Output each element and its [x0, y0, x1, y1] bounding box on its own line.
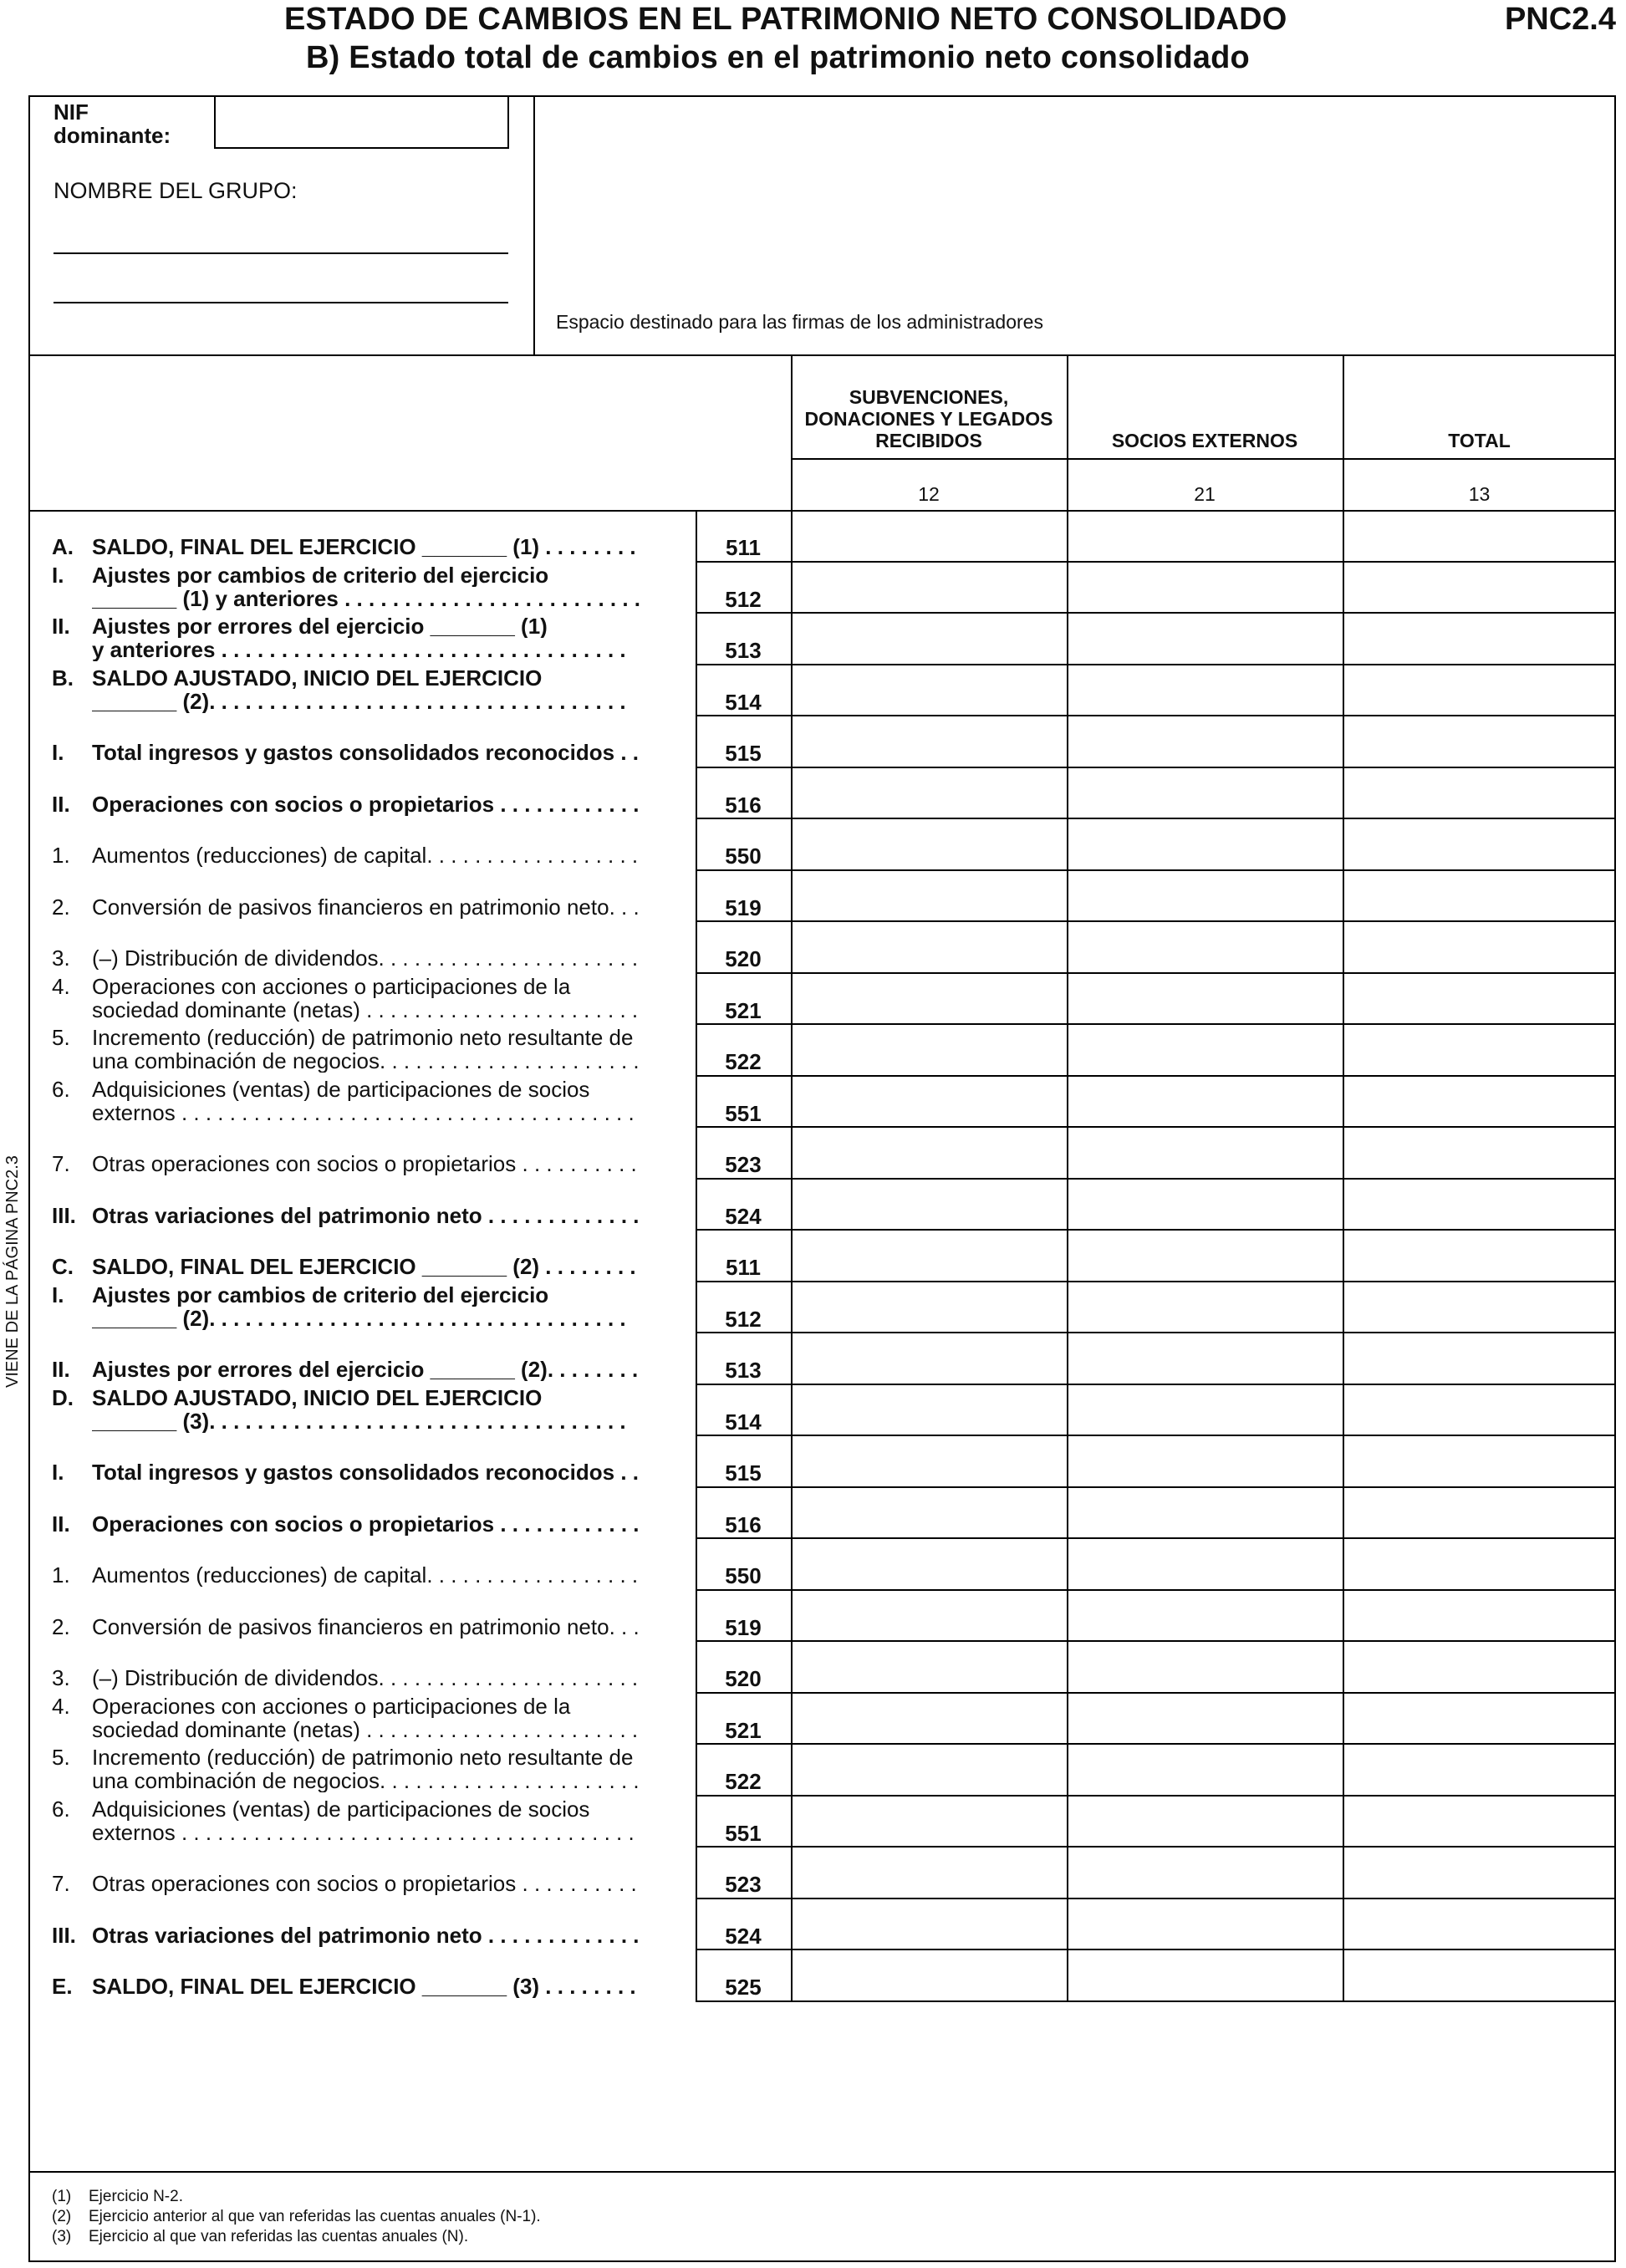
amount-cell[interactable]: [1067, 1641, 1343, 1694]
amount-cell[interactable]: [1067, 870, 1343, 923]
row-label: [52, 512, 670, 563]
amount-cell[interactable]: [1067, 1076, 1343, 1129]
amount-cell[interactable]: [1343, 1435, 1616, 1488]
column-heading-line: [1343, 386, 1616, 408]
code-cell-underline: [696, 1435, 791, 1436]
code-cell-underline: [696, 1229, 791, 1231]
row-label: [52, 1489, 670, 1541]
title-line-1: ESTADO DE CAMBIOS EN EL PATRIMONIO NETO CONSOLIDADO: [284, 2, 1287, 37]
row-label-line-2: sociedad dominante (netas) . . . . . . . . . . . . . . . . . . . . . . .: [92, 1717, 639, 1741]
amount-cell[interactable]: [1067, 1693, 1343, 1746]
row-label: [52, 820, 670, 872]
amount-cell[interactable]: [1067, 1590, 1343, 1643]
row-label: [52, 1129, 670, 1180]
row-number: 4.: [52, 973, 70, 999]
row-code: 513: [725, 638, 762, 663]
row-number: I.: [52, 1282, 64, 1307]
nif-label-line-2: dominante:: [54, 123, 171, 148]
row-label: [52, 1951, 670, 2003]
amount-cell[interactable]: [791, 1384, 1067, 1437]
amount-cell[interactable]: [1343, 1333, 1616, 1385]
amount-cell[interactable]: [1067, 973, 1343, 1026]
amount-cell[interactable]: [1343, 613, 1616, 665]
amount-cell[interactable]: [791, 716, 1067, 768]
row-label-line-2: una combinación de negocios. . . . . . . . . . . . . . . . . . . . . .: [92, 1049, 640, 1073]
row-code: 512: [725, 586, 762, 612]
row-label-line-2: Operaciones con socios o propietarios . . . . . . . . . . . .: [92, 1511, 640, 1536]
row-label-line-2: Conversión de pasivos financieros en patrimonio neto. . .: [92, 894, 640, 919]
row-code: 523: [725, 1152, 762, 1177]
row-number: D.: [52, 1384, 74, 1410]
amount-cell[interactable]: [1067, 1487, 1343, 1540]
row-label-line-2: sociedad dominante (netas) . . . . . . . . . . . . . . . . . . . . . . .: [92, 997, 639, 1022]
row-code: 551: [725, 1820, 762, 1846]
row-code: 519: [725, 1614, 762, 1640]
row-label-line-2: Aumentos (reducciones) de capital. . . . . . . . . . . . . . . . . .: [92, 843, 639, 867]
code-cell-underline: [696, 869, 791, 871]
code-cell-underline: [696, 972, 791, 974]
heading-separator: [1343, 354, 1344, 510]
row-number: III.: [52, 1202, 76, 1228]
heading-separator: [791, 354, 793, 510]
amount-cell[interactable]: [1343, 1949, 1616, 2002]
row-label-line-2: Otras operaciones con socios o propietarios . . . . . . . . . .: [92, 1152, 637, 1175]
row-label: [52, 666, 670, 718]
row-label-line-1: Incremento (reducción) de patrimonio neto resultante de: [92, 1026, 634, 1049]
row-label-line-1: Ajustes por cambios de criterio del ejercicio: [92, 563, 549, 587]
amount-cell[interactable]: [1343, 818, 1616, 871]
amount-cell[interactable]: [791, 973, 1067, 1026]
amount-cell[interactable]: [791, 767, 1067, 820]
row-label-line-2: SALDO, FINAL DEL EJERCICIO _______ (1) . . . . . . . .: [92, 535, 636, 558]
row-label: [52, 1283, 670, 1335]
amount-cell[interactable]: [791, 1590, 1067, 1643]
row-number: I.: [52, 740, 64, 765]
row-code: 514: [725, 1409, 762, 1435]
footnotes: [52, 2187, 541, 2247]
row-number: II.: [52, 1357, 70, 1382]
row-code: 513: [725, 1358, 762, 1383]
amount-cell[interactable]: [791, 1641, 1067, 1694]
row-number: 1.: [52, 1562, 70, 1588]
amount-cell[interactable]: [791, 1076, 1067, 1129]
amount-cell[interactable]: [1067, 767, 1343, 820]
column-heading-line: SOCIOS EXTERNOS: [1111, 430, 1298, 451]
side-note: VIENE DE LA PÁGINA PNC2.3: [3, 1155, 22, 1388]
amount-cell[interactable]: [1343, 1847, 1616, 1899]
row-code: 521: [725, 997, 762, 1023]
row-label-line-2: _______ (1) y anteriores . . . . . . . . . . . . . . . . . . . . . . . . .: [92, 586, 641, 610]
row-label-line-2: una combinación de negocios. . . . . . . . . . . . . . . . . . . . . .: [92, 1769, 640, 1792]
amount-cell[interactable]: [791, 1230, 1067, 1282]
column-heading-line: SUBVENCIONES,: [849, 386, 1009, 408]
row-label: [52, 1231, 670, 1283]
row-code: 520: [725, 1666, 762, 1691]
code-cell-underline: [696, 1126, 791, 1128]
row-number: 6.: [52, 1796, 70, 1822]
row-code: 550: [725, 843, 762, 869]
row-code: 524: [725, 1923, 762, 1949]
row-number: E.: [52, 1974, 73, 1999]
row-code: 519: [725, 894, 762, 920]
amount-cell[interactable]: [1067, 818, 1343, 871]
code-cell-underline: [696, 1846, 791, 1848]
amount-cell[interactable]: [1343, 562, 1616, 614]
row-number: A.: [52, 534, 74, 559]
form-code: PNC2.4: [1504, 2, 1616, 37]
amount-cell[interactable]: [1343, 1024, 1616, 1077]
code-cell-underline: [696, 767, 791, 768]
row-code: 515: [725, 1460, 762, 1486]
row-label-line-2: Otras variaciones del patrimonio neto . . . . . . . . . . . . .: [92, 1923, 640, 1947]
code-cell-underline: [696, 1589, 791, 1591]
column-heading-line: RECIBIDOS: [875, 430, 982, 451]
amount-cell[interactable]: [791, 1949, 1067, 2002]
amount-cell[interactable]: [791, 1796, 1067, 1848]
amount-cell[interactable]: [791, 921, 1067, 974]
amount-cell[interactable]: [1343, 1127, 1616, 1180]
row-number: 2.: [52, 894, 70, 920]
group-name-line-2[interactable]: [54, 302, 508, 303]
amount-cell[interactable]: [1343, 1076, 1616, 1129]
amount-cell[interactable]: [791, 1744, 1067, 1797]
amount-cell[interactable]: [791, 1487, 1067, 1540]
amount-cell[interactable]: [1343, 1384, 1616, 1437]
amount-cell[interactable]: [1067, 510, 1343, 563]
amount-cell[interactable]: [791, 1847, 1067, 1899]
code-cell-underline: [696, 561, 791, 563]
code-cell-underline: [696, 818, 791, 819]
amount-cell[interactable]: [791, 562, 1067, 614]
amount-cell[interactable]: [791, 1024, 1067, 1077]
row-label: [52, 1695, 670, 1746]
amount-cell[interactable]: [1067, 562, 1343, 614]
row-code: 514: [725, 689, 762, 715]
column-heading-3: [1343, 386, 1616, 451]
row-label-line-1: Operaciones con acciones o participaciones de la: [92, 974, 571, 998]
row-number: 6.: [52, 1076, 70, 1102]
amount-cell[interactable]: [1343, 665, 1616, 717]
row-label-line-1: Ajustes por errores del ejercicio _______ (1): [92, 614, 548, 638]
amount-cell[interactable]: [791, 1282, 1067, 1334]
column-code: 21: [1194, 483, 1216, 505]
row-label: [52, 1900, 670, 1952]
row-number: 2.: [52, 1613, 70, 1639]
amount-cell[interactable]: [791, 665, 1067, 717]
row-label: [52, 1848, 670, 1900]
row-label: [52, 1592, 670, 1644]
row-label: [52, 563, 670, 615]
amount-cell[interactable]: [1343, 973, 1616, 1026]
column-heading-line: [1067, 386, 1343, 408]
row-label-line-1: Ajustes por cambios de criterio del ejercicio: [92, 1282, 549, 1307]
row-label-line-2: externos . . . . . . . . . . . . . . . . . . . . . . . . . . . . . . . . . . . . . .: [92, 1820, 635, 1844]
amount-cell[interactable]: [791, 1127, 1067, 1180]
column-heading-1: [791, 386, 1067, 451]
row-number: II.: [52, 791, 70, 817]
amount-cell[interactable]: [1343, 1693, 1616, 1746]
amount-cell[interactable]: [1343, 870, 1616, 923]
column-heading-line: DONACIONES Y LEGADOS: [804, 408, 1053, 430]
row-label: [52, 1643, 670, 1695]
amount-cell[interactable]: [1343, 1744, 1616, 1797]
row-code: 516: [725, 1511, 762, 1537]
code-cell-underline: [696, 1949, 791, 1950]
footnote-1: (1) Ejercicio N-2.: [52, 2188, 183, 2205]
row-label-line-2: Total ingresos y gastos consolidados reconocidos . .: [92, 741, 639, 764]
row-label: [52, 1180, 670, 1232]
code-cell-underline: [696, 1075, 791, 1077]
code-cell-underline: [696, 664, 791, 665]
row-code: 522: [725, 1049, 762, 1074]
code-cell-underline: [696, 2000, 791, 2002]
column-heading-line: [1067, 408, 1343, 430]
amount-cell[interactable]: [1067, 1898, 1343, 1951]
code-cell-underline: [696, 1743, 791, 1745]
amount-cell[interactable]: [1067, 1333, 1343, 1385]
code-cell-underline: [696, 1178, 791, 1180]
row-label: [52, 1746, 670, 1797]
nif-label: [54, 100, 171, 147]
nif-label-line-1: NIF: [54, 99, 89, 125]
code-cell-underline: [696, 1640, 791, 1642]
row-number: 5.: [52, 1745, 70, 1770]
row-label: [52, 1386, 670, 1438]
table-column-rule: [1067, 510, 1068, 2001]
code-cell-underline: [696, 1332, 791, 1333]
amount-cell[interactable]: [1343, 921, 1616, 974]
row-label-line-2: Aumentos (reducciones) de capital. . . . . . . . . . . . . . . . . .: [92, 1563, 639, 1587]
amount-cell[interactable]: [1067, 1179, 1343, 1231]
row-code: 521: [725, 1717, 762, 1743]
amount-cell[interactable]: [1343, 1590, 1616, 1643]
row-label-line-2: Operaciones con socios o propietarios . . . . . . . . . . . .: [92, 792, 640, 816]
row-number: B.: [52, 665, 74, 691]
amount-cell[interactable]: [791, 510, 1067, 563]
row-label-line-1: Adquisiciones (ventas) de participaciones de socios: [92, 1797, 590, 1821]
row-label-line-2: SALDO, FINAL DEL EJERCICIO _______ (2) . . . . . . . .: [92, 1255, 636, 1278]
code-cell-underline: [696, 1795, 791, 1797]
row-label-line-2: _______ (3). . . . . . . . . . . . . . . . . . . . . . . . . . . . . . . . . . .: [92, 1409, 626, 1433]
table-column-rule: [1343, 510, 1344, 2001]
code-cell-underline: [696, 612, 791, 614]
row-number: II.: [52, 1511, 70, 1537]
code-cell-underline: [696, 920, 791, 922]
code-cell-underline: [696, 1023, 791, 1025]
amount-cell[interactable]: [1343, 1230, 1616, 1282]
row-number: III.: [52, 1922, 76, 1948]
amount-cell[interactable]: [791, 1435, 1067, 1488]
amount-cell[interactable]: [791, 818, 1067, 871]
code-cell-underline: [696, 1692, 791, 1694]
form-title: [284, 0, 1287, 77]
row-label-line-2: _______ (2). . . . . . . . . . . . . . . . . . . . . . . . . . . . . . . . . . .: [92, 689, 626, 713]
row-label: [52, 1078, 670, 1129]
row-label-line-2: Otras operaciones con socios o propietarios . . . . . . . . . .: [92, 1872, 637, 1895]
row-number: II.: [52, 614, 70, 639]
amount-cell[interactable]: [1067, 613, 1343, 665]
amount-cell[interactable]: [1343, 1179, 1616, 1231]
amount-cell[interactable]: [1067, 716, 1343, 768]
row-label-line-2: _______ (2). . . . . . . . . . . . . . . . . . . . . . . . . . . . . . . . . . .: [92, 1306, 626, 1330]
amount-cell[interactable]: [1067, 1435, 1343, 1488]
row-label-line-1: Operaciones con acciones o participaciones de la: [92, 1694, 571, 1718]
row-number: 4.: [52, 1693, 70, 1719]
amount-cell[interactable]: [1343, 1282, 1616, 1334]
row-label: [52, 717, 670, 769]
row-code: 516: [725, 792, 762, 818]
column-code: 12: [918, 483, 940, 505]
code-cell-underline: [696, 1486, 791, 1488]
row-label-line-2: Total ingresos y gastos consolidados reconocidos . .: [92, 1460, 639, 1484]
heading-underline: [791, 458, 1616, 460]
row-label: [52, 1540, 670, 1592]
amount-cell[interactable]: [1067, 1796, 1343, 1848]
row-code: 523: [725, 1872, 762, 1897]
amount-cell[interactable]: [791, 870, 1067, 923]
group-name-line-1[interactable]: [54, 252, 508, 254]
row-code: 551: [725, 1100, 762, 1126]
row-label-line-2: Conversión de pasivos financieros en patrimonio neto. . .: [92, 1614, 640, 1639]
row-label-line-1: SALDO AJUSTADO, INICIO DEL EJERCICIO: [92, 1385, 543, 1409]
heading-separator: [1067, 354, 1068, 510]
amount-cell[interactable]: [1067, 1538, 1343, 1591]
row-code: 520: [725, 946, 762, 971]
table-column-rule: [791, 510, 793, 2001]
row-label: [52, 872, 670, 924]
code-cell-underline: [696, 1537, 791, 1539]
row-code: 550: [725, 1563, 762, 1588]
amount-cell[interactable]: [791, 1898, 1067, 1951]
row-code: 511: [726, 535, 761, 560]
amount-cell[interactable]: [1067, 1949, 1343, 2002]
amount-cell[interactable]: [1343, 1796, 1616, 1848]
row-number: I.: [52, 562, 64, 588]
amount-cell[interactable]: [1067, 1384, 1343, 1437]
row-code: 524: [725, 1203, 762, 1229]
row-label-line-2: y anteriores . . . . . . . . . . . . . . . . . . . . . . . . . . . . . . . . . .: [92, 638, 626, 661]
amount-cell[interactable]: [1343, 1898, 1616, 1951]
row-label-line-1: Adquisiciones (ventas) de participaciones de socios: [92, 1077, 590, 1101]
row-label: [52, 1334, 670, 1386]
row-code: 512: [725, 1306, 762, 1332]
row-number: 5.: [52, 1025, 70, 1050]
amount-cell[interactable]: [1067, 665, 1343, 717]
column-code: 13: [1468, 483, 1491, 505]
table-column-rule: [696, 510, 697, 2001]
signatures-note: Espacio destinado para las firmas de los administradores: [556, 311, 1043, 333]
row-label-line-2: Otras variaciones del patrimonio neto . . . . . . . . . . . . .: [92, 1203, 640, 1227]
amount-cell[interactable]: [1067, 1127, 1343, 1180]
row-label-line-2: SALDO, FINAL DEL EJERCICIO _______ (3) . . . . . . . .: [92, 1975, 636, 1998]
amount-cell[interactable]: [791, 1693, 1067, 1746]
column-heading-line: TOTAL: [1448, 430, 1511, 451]
row-label-line-1: SALDO AJUSTADO, INICIO DEL EJERCICIO: [92, 665, 543, 690]
row-label-line-2: Ajustes por errores del ejercicio _______ (2). . . . . . . .: [92, 1358, 639, 1381]
amount-cell[interactable]: [1343, 1641, 1616, 1694]
amount-cell[interactable]: [1343, 767, 1616, 820]
row-code: 522: [725, 1769, 762, 1794]
amount-cell[interactable]: [1067, 921, 1343, 974]
row-label: [52, 1797, 670, 1849]
footnote-2: (2) Ejercicio anterior al que van referidas las cuentas anuales (N-1).: [52, 2208, 541, 2225]
row-number: 7.: [52, 1871, 70, 1896]
amount-cell[interactable]: [1067, 1282, 1343, 1334]
row-code: 511: [726, 1255, 761, 1280]
row-label: [52, 923, 670, 975]
row-label-line-2: (–) Distribución de dividendos. . . . . . . . . . . . . . . . . . . . . .: [92, 1666, 639, 1690]
signature-divider: [533, 95, 535, 354]
title-line-2: B) Estado total de cambios en el patrimonio neto consolidado: [306, 40, 1250, 75]
row-label: [52, 975, 670, 1027]
amount-cell[interactable]: [791, 613, 1067, 665]
row-number: 3.: [52, 1665, 70, 1690]
row-number: I.: [52, 1460, 64, 1485]
footnote-3: (3) Ejercicio al que van referidas las cuentas anuales (N).: [52, 2228, 469, 2245]
header-bottom-rule: [28, 354, 1616, 356]
amount-cell[interactable]: [1343, 716, 1616, 768]
row-label-line-2: externos . . . . . . . . . . . . . . . . . . . . . . . . . . . . . . . . . . . . . .: [92, 1100, 635, 1124]
amount-cell[interactable]: [1067, 1230, 1343, 1282]
row-number: C.: [52, 1254, 74, 1279]
row-code: 525: [725, 1975, 762, 2000]
group-name-label: NOMBRE DEL GRUPO:: [54, 178, 298, 203]
amount-cell[interactable]: [791, 1538, 1067, 1591]
amount-cell[interactable]: [791, 1179, 1067, 1231]
row-label: [52, 614, 670, 666]
amount-cell[interactable]: [1343, 1538, 1616, 1591]
footnote-rule: [28, 2171, 1616, 2173]
row-label: [52, 1437, 670, 1489]
amount-cell[interactable]: [1343, 1487, 1616, 1540]
amount-cell[interactable]: [1067, 1024, 1343, 1077]
row-label-line-1: Incremento (reducción) de patrimonio neto resultante de: [92, 1746, 634, 1769]
amount-cell[interactable]: [1067, 1847, 1343, 1899]
row-number: 7.: [52, 1151, 70, 1176]
code-cell-underline: [696, 1384, 791, 1385]
row-number: 3.: [52, 945, 70, 971]
column-heading-line: [1343, 408, 1616, 430]
amount-cell[interactable]: [791, 1333, 1067, 1385]
code-cell-underline: [696, 1898, 791, 1899]
row-label: [52, 769, 670, 821]
code-cell-underline: [696, 715, 791, 716]
row-label-line-2: (–) Distribución de dividendos. . . . . . . . . . . . . . . . . . . . . .: [92, 946, 639, 970]
column-heading-2: [1067, 386, 1343, 451]
row-code: 515: [725, 741, 762, 766]
amount-cell[interactable]: [1343, 510, 1616, 563]
code-cell-underline: [696, 1281, 791, 1282]
amount-cell[interactable]: [1067, 1744, 1343, 1797]
row-label: [52, 1026, 670, 1078]
nif-input-box[interactable]: [214, 95, 509, 149]
row-number: 1.: [52, 843, 70, 868]
